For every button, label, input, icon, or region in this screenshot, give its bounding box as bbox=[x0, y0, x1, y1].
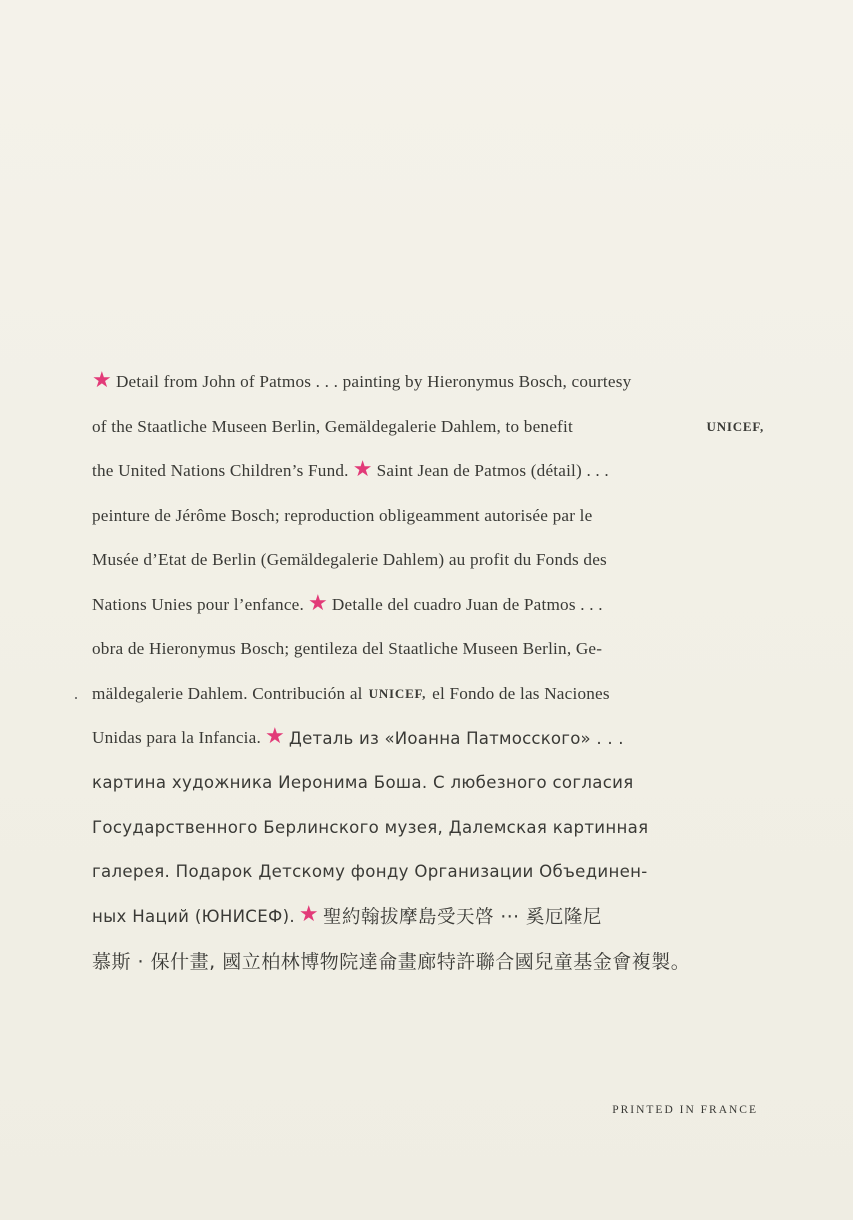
text-segment: of the Staatliche Museen Berlin, Gemäldegalerie Dahlem, to benefit bbox=[92, 416, 573, 436]
star-icon: ★ bbox=[298, 902, 319, 928]
text-segment: el Fondo de las Naciones bbox=[432, 683, 610, 703]
text-line-14 bbox=[92, 939, 764, 984]
printed-in-footer: PRINTED IN FRANCE bbox=[612, 1104, 758, 1116]
text-segment: mäldegalerie Dahlem. Contribución al bbox=[92, 683, 363, 703]
text-line-4 bbox=[92, 494, 764, 539]
text-segment: Государственного Берлинского музея, Далемская картинная bbox=[92, 817, 649, 837]
text-segment: obra de Hieronymus Bosch; gentileza del Staatliche Museen Berlin, Ge- bbox=[92, 639, 603, 659]
text-line-10 bbox=[92, 761, 764, 806]
text-line-12 bbox=[92, 850, 764, 895]
text-line-8 bbox=[92, 672, 764, 717]
text-segment: Saint Jean de Patmos (détail) . . . bbox=[376, 461, 609, 481]
star-icon: ★ bbox=[352, 457, 373, 483]
text-segment: peinture de Jérôme Bosch; reproduction obligeamment autorisée par le bbox=[92, 505, 593, 525]
unicef-smallcaps: UNICEF, bbox=[368, 685, 427, 701]
text-segment: картина художника Иеронима Боша. С любезного согласия bbox=[92, 773, 634, 793]
text-line-11 bbox=[92, 805, 764, 850]
text-line-6 bbox=[92, 583, 764, 628]
text-segment: Unidas para la Infancia. bbox=[92, 728, 261, 748]
text-segment: Detalle del cuadro Juan de Patmos . . . bbox=[331, 594, 603, 614]
text-segment: Деталь из «Иоанна Патмосского» . . . bbox=[288, 728, 624, 748]
text-segment: Nations Unies pour l’enfance. bbox=[92, 594, 304, 614]
text-segment: галерея. Подарок Детскому фонду Организации Объединен- bbox=[92, 862, 648, 882]
text-line-2 bbox=[92, 405, 764, 450]
text-segment: Detail from John of Patmos . . . painting by Hieronymus Bosch, courtesy bbox=[115, 372, 632, 392]
paper-speck bbox=[75, 697, 77, 699]
text-segment: ных Наций (ЮНИСЕФ). bbox=[92, 906, 295, 926]
text-segment: the United Nations Children’s Fund. bbox=[92, 461, 349, 481]
star-icon: ★ bbox=[264, 724, 285, 750]
text-segment: 聖約翰拔摩島受天啓 ··· 奚厄隆尼 bbox=[322, 907, 602, 929]
star-icon: ★ bbox=[92, 368, 112, 394]
text-segment: Musée d’Etat de Berlin (Gemäldegalerie Dahlem) au profit du Fonds des bbox=[92, 550, 607, 570]
unicef-smallcaps: UNICEF, bbox=[706, 418, 764, 434]
text-line-1 bbox=[92, 360, 764, 405]
caption-text-block bbox=[92, 360, 764, 983]
text-line-3 bbox=[92, 449, 764, 494]
text-line-13 bbox=[92, 894, 764, 939]
text-line-7 bbox=[92, 627, 764, 672]
text-line-9 bbox=[92, 716, 764, 761]
star-icon: ★ bbox=[307, 590, 328, 616]
text-segment: 慕斯 · 保什畫, 國立柏林博物院達侖畫廊特許聯合國兒童基金會複製。 bbox=[92, 951, 691, 974]
text-line-5 bbox=[92, 538, 764, 583]
